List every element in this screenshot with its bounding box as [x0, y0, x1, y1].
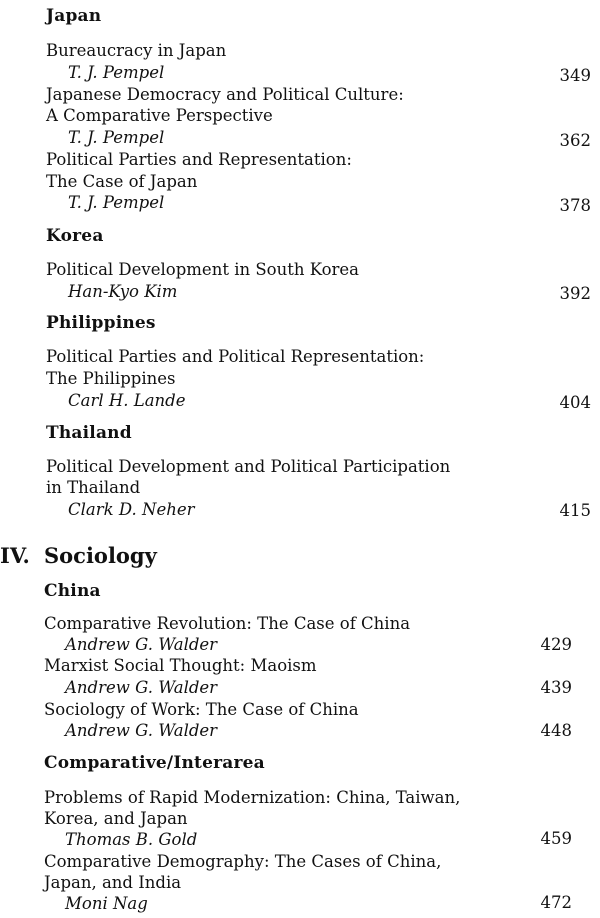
- entry-page: 429: [540, 635, 572, 654]
- section-heading-comparative-interarea: Comparative/Interarea: [44, 753, 265, 773]
- entry-page: 448: [540, 721, 572, 740]
- entry-author: T. J. Pempel: [68, 128, 165, 147]
- entry-author: Andrew G. Walder: [65, 678, 218, 697]
- entry-author: Moni Nag: [65, 894, 148, 913]
- entry-title: Political Parties and Representation:: [46, 150, 352, 169]
- entry-author: Clark D. Neher: [68, 500, 195, 519]
- part-numeral: IV.: [0, 543, 30, 568]
- entry-author: Carl H. Lande: [68, 391, 186, 410]
- entry-page: 404: [559, 393, 591, 412]
- entry-author: T. J. Pempel: [68, 63, 165, 82]
- entry-title: Sociology of Work: The Case of China: [44, 700, 359, 719]
- entry-title: Bureaucracy in Japan: [46, 41, 227, 60]
- entry-title: in Thailand: [46, 478, 141, 497]
- entry-page: 415: [559, 501, 591, 520]
- section-heading-china: China: [44, 581, 101, 601]
- entry-page: 362: [559, 131, 591, 150]
- entry-title: Political Development and Political Participation: [46, 457, 451, 476]
- section-heading-philippines: Philippines: [46, 313, 156, 333]
- entry-title: Japan, and India: [44, 873, 182, 892]
- entry-title: Korea, and Japan: [44, 809, 188, 828]
- entry-page: 472: [540, 893, 572, 912]
- entry-author: T. J. Pempel: [68, 193, 165, 212]
- entry-page: 378: [559, 196, 591, 215]
- entry-author: Andrew G. Walder: [65, 635, 218, 654]
- section-heading-japan: Japan: [46, 6, 102, 26]
- entry-page: 459: [540, 829, 572, 848]
- entry-page: 349: [559, 66, 591, 85]
- entry-title: Political Parties and Political Representation:: [46, 347, 425, 366]
- part-heading-sociology: Sociology: [44, 543, 157, 568]
- section-heading-thailand: Thailand: [46, 423, 132, 443]
- entry-author: Thomas B. Gold: [65, 830, 198, 849]
- entry-title: The Philippines: [46, 369, 176, 388]
- entry-title: Problems of Rapid Modernization: China, Taiwan,: [44, 788, 461, 807]
- entry-title: Comparative Revolution: The Case of China: [44, 614, 411, 633]
- entry-title: A Comparative Perspective: [46, 106, 273, 125]
- entry-title: The Case of Japan: [46, 172, 198, 191]
- entry-page: 392: [559, 284, 591, 303]
- entry-author: Andrew G. Walder: [65, 721, 218, 740]
- entry-page: 439: [540, 678, 572, 697]
- entry-title: Political Development in South Korea: [46, 260, 360, 279]
- entry-title: Marxist Social Thought: Maoism: [44, 656, 317, 675]
- section-heading-korea: Korea: [46, 226, 104, 246]
- entry-author: Han-Kyo Kim: [68, 282, 178, 301]
- entry-title: Japanese Democracy and Political Culture:: [46, 85, 404, 104]
- entry-title: Comparative Demography: The Cases of China,: [44, 852, 442, 871]
